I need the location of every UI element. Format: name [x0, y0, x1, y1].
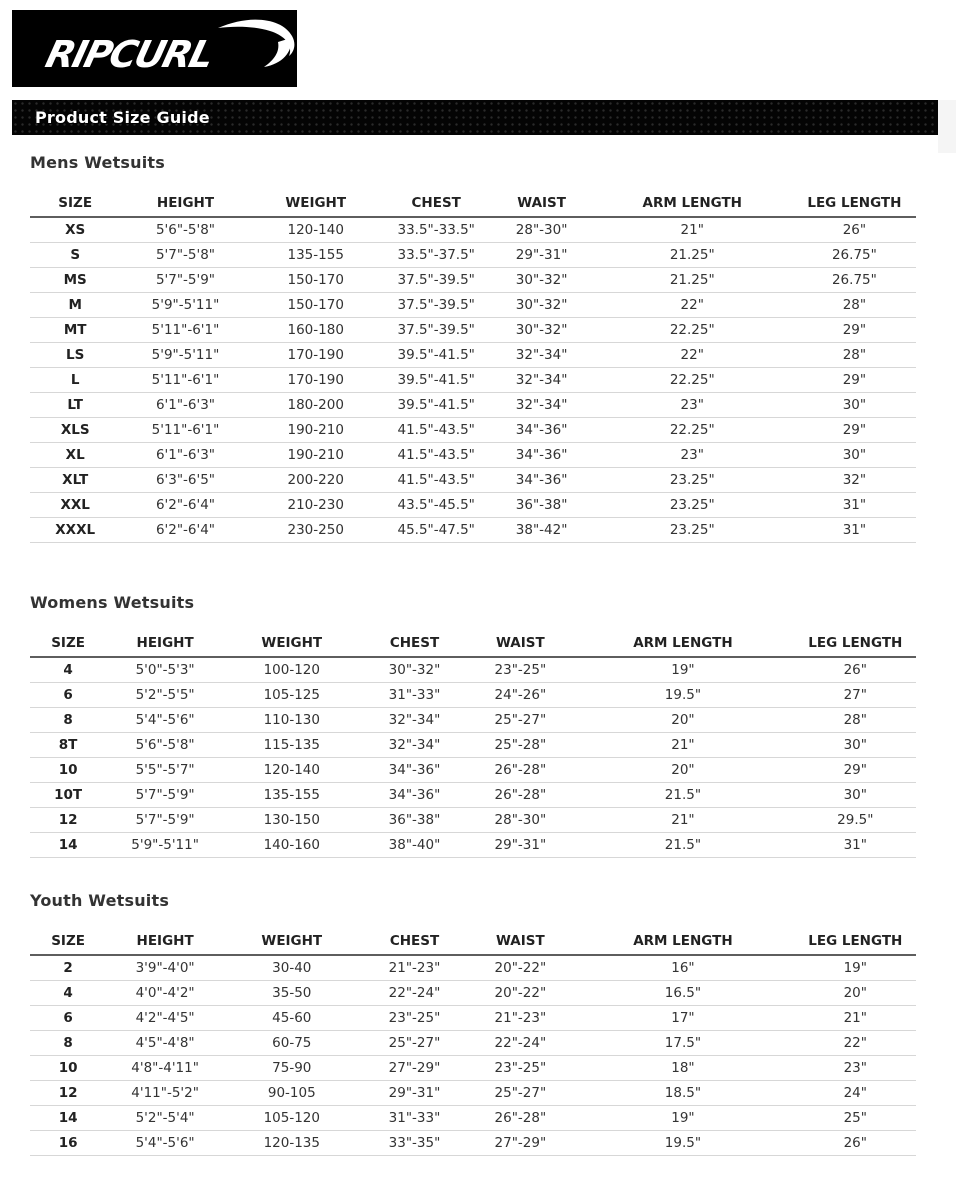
table-cell: 4: [30, 981, 106, 1006]
table-cell: 17.5": [571, 1031, 794, 1056]
table-cell: 10: [30, 758, 106, 783]
table-row: [30, 468, 916, 493]
table-cell: 4'11"-5'2": [106, 1081, 224, 1106]
table-cell: 26"-28": [469, 783, 571, 808]
youth-table-header-row: [30, 929, 916, 955]
table-cell: 22"-24": [469, 1031, 571, 1056]
table-row: [30, 368, 916, 393]
section-heading-youth: Youth Wetsuits: [30, 891, 170, 910]
table-cell: 12: [30, 1081, 106, 1106]
table-cell: 170-190: [251, 343, 381, 368]
table-cell: 6'1"-6'3": [120, 393, 250, 418]
table-row: [30, 243, 916, 268]
table-cell: 28": [793, 343, 916, 368]
table-cell: 160-180: [251, 318, 381, 343]
column-header: CHEST: [381, 191, 492, 217]
column-header: WAIST: [469, 929, 571, 955]
table-cell: 30-40: [224, 955, 360, 981]
section-womens-wetsuits: [30, 593, 916, 858]
table-cell: 19": [571, 657, 794, 683]
table-cell: 30": [795, 733, 916, 758]
table-cell: 5'2"-5'5": [106, 683, 224, 708]
table-cell: 34"-36": [492, 443, 592, 468]
table-cell: 26": [795, 1131, 916, 1156]
table-row: [30, 1056, 916, 1081]
table-cell: 32"-34": [492, 343, 592, 368]
table-cell: 26": [793, 217, 916, 243]
table-cell: 26.75": [793, 243, 916, 268]
table-cell: 34"-36": [360, 783, 470, 808]
table-cell: 41.5"-43.5": [381, 418, 492, 443]
table-cell: 45.5"-47.5": [381, 518, 492, 543]
table-cell: 29": [793, 368, 916, 393]
table-cell: 23": [592, 393, 793, 418]
section-heading-mens: Mens Wetsuits: [30, 153, 166, 172]
table-cell: 21"-23": [360, 955, 470, 981]
table-cell: 6'1"-6'3": [120, 443, 250, 468]
table-cell: 140-160: [224, 833, 360, 858]
table-row: [30, 343, 916, 368]
table-cell: 105-125: [224, 683, 360, 708]
table-cell: 2: [30, 955, 106, 981]
table-cell: 41.5"-43.5": [381, 443, 492, 468]
table-cell: 135-155: [224, 783, 360, 808]
table-cell: 22": [592, 293, 793, 318]
table-cell: 25": [795, 1106, 916, 1131]
table-cell: XLS: [30, 418, 120, 443]
table-cell: 180-200: [251, 393, 381, 418]
table-cell: 23.25": [592, 518, 793, 543]
table-row: [30, 683, 916, 708]
table-cell: 4'5"-4'8": [106, 1031, 224, 1056]
table-row: [30, 293, 916, 318]
table-cell: 28"-30": [492, 217, 592, 243]
table-cell: 230-250: [251, 518, 381, 543]
page-title: Product Size Guide: [35, 108, 210, 127]
table-cell: 22": [592, 343, 793, 368]
womens-table-header-row: [30, 631, 916, 657]
table-cell: 26"-28": [469, 758, 571, 783]
table-cell: 33"-35": [360, 1131, 470, 1156]
column-header: ARM LENGTH: [592, 191, 793, 217]
table-cell: 29"-31": [492, 243, 592, 268]
table-cell: 30": [793, 393, 916, 418]
table-cell: 32"-34": [360, 733, 470, 758]
table-cell: 21": [571, 733, 794, 758]
table-cell: 31"-33": [360, 1106, 470, 1131]
table-cell: 37.5"-39.5": [381, 268, 492, 293]
table-cell: XS: [30, 217, 120, 243]
table-cell: 200-220: [251, 468, 381, 493]
table-cell: 39.5"-41.5": [381, 368, 492, 393]
table-cell: 29"-31": [469, 833, 571, 858]
table-cell: 135-155: [251, 243, 381, 268]
table-cell: 110-130: [224, 708, 360, 733]
table-cell: 24": [795, 1081, 916, 1106]
ripcurl-logo: [12, 10, 297, 87]
table-cell: 60-75: [224, 1031, 360, 1056]
table-cell: 21"-23": [469, 1006, 571, 1031]
table-cell: 21": [795, 1006, 916, 1031]
table-cell: 6: [30, 683, 106, 708]
table-cell: 5'0"-5'3": [106, 657, 224, 683]
table-cell: 6'2"-6'4": [120, 493, 250, 518]
table-cell: 12: [30, 808, 106, 833]
table-cell: 23.25": [592, 468, 793, 493]
table-row: [30, 318, 916, 343]
mens-table-header-row: [30, 191, 916, 217]
table-cell: 21.25": [592, 243, 793, 268]
table-cell: 32"-34": [492, 393, 592, 418]
table-cell: S: [30, 243, 120, 268]
table-cell: 29": [793, 418, 916, 443]
table-cell: 8T: [30, 733, 106, 758]
table-cell: 90-105: [224, 1081, 360, 1106]
ripcurl-logo-text: RIPCURL: [41, 32, 217, 76]
table-cell: 30"-32": [492, 293, 592, 318]
table-cell: 34"-36": [360, 758, 470, 783]
table-cell: 31": [795, 833, 916, 858]
table-cell: 21": [571, 808, 794, 833]
table-cell: 25"-27": [469, 708, 571, 733]
table-cell: 27"-29": [360, 1056, 470, 1081]
table-cell: 32"-34": [360, 708, 470, 733]
table-cell: 75-90: [224, 1056, 360, 1081]
table-cell: 3'9"-4'0": [106, 955, 224, 981]
table-cell: 26": [795, 657, 916, 683]
table-cell: M: [30, 293, 120, 318]
table-cell: 31": [793, 518, 916, 543]
table-cell: 38"-40": [360, 833, 470, 858]
table-cell: 5'4"-5'6": [106, 1131, 224, 1156]
table-row: [30, 783, 916, 808]
table-cell: 34"-36": [492, 418, 592, 443]
table-cell: 5'6"-5'8": [120, 217, 250, 243]
column-header: LEG LENGTH: [795, 929, 916, 955]
table-row: [30, 955, 916, 981]
womens-size-table: [30, 631, 916, 858]
column-header: HEIGHT: [120, 191, 250, 217]
table-cell: 170-190: [251, 368, 381, 393]
table-row: [30, 268, 916, 293]
table-cell: LS: [30, 343, 120, 368]
table-cell: 5'5"-5'7": [106, 758, 224, 783]
table-cell: 30": [795, 783, 916, 808]
table-cell: 23"-25": [469, 1056, 571, 1081]
column-header: HEIGHT: [106, 631, 224, 657]
column-header: SIZE: [30, 631, 106, 657]
table-cell: 22"-24": [360, 981, 470, 1006]
table-cell: 19.5": [571, 1131, 794, 1156]
table-cell: 30": [793, 443, 916, 468]
table-cell: 5'6"-5'8": [106, 733, 224, 758]
table-cell: LT: [30, 393, 120, 418]
table-cell: 5'9"-5'11": [120, 293, 250, 318]
column-header: WEIGHT: [224, 929, 360, 955]
table-cell: 14: [30, 833, 106, 858]
table-cell: 28": [793, 293, 916, 318]
table-cell: 210-230: [251, 493, 381, 518]
table-cell: 41.5"-43.5": [381, 468, 492, 493]
table-cell: 31": [793, 493, 916, 518]
table-cell: 120-140: [251, 217, 381, 243]
table-row: [30, 1006, 916, 1031]
table-cell: 36"-38": [492, 493, 592, 518]
table-cell: 20": [571, 758, 794, 783]
column-header: CHEST: [360, 631, 470, 657]
table-cell: 35-50: [224, 981, 360, 1006]
table-row: [30, 808, 916, 833]
table-cell: 29.5": [795, 808, 916, 833]
table-row: [30, 733, 916, 758]
womens-table-body: [30, 657, 916, 858]
table-cell: MS: [30, 268, 120, 293]
table-cell: 5'7"-5'9": [120, 268, 250, 293]
table-cell: 5'9"-5'11": [120, 343, 250, 368]
table-row: [30, 393, 916, 418]
table-cell: 5'7"-5'9": [106, 808, 224, 833]
column-header: WAIST: [492, 191, 592, 217]
table-cell: 14: [30, 1106, 106, 1131]
table-cell: 5'11"-6'1": [120, 318, 250, 343]
table-cell: 20"-22": [469, 955, 571, 981]
table-cell: XLT: [30, 468, 120, 493]
table-cell: 27": [795, 683, 916, 708]
section-mens-wetsuits: [30, 153, 916, 543]
table-cell: 45-60: [224, 1006, 360, 1031]
table-cell: 16: [30, 1131, 106, 1156]
table-row: [30, 518, 916, 543]
table-cell: 24"-26": [469, 683, 571, 708]
mens-size-table: [30, 191, 916, 543]
table-cell: 10T: [30, 783, 106, 808]
table-cell: 5'7"-5'8": [120, 243, 250, 268]
table-cell: 29": [795, 758, 916, 783]
table-cell: 23"-25": [469, 657, 571, 683]
table-cell: 4: [30, 657, 106, 683]
table-row: [30, 981, 916, 1006]
table-row: [30, 217, 916, 243]
table-cell: 33.5"-33.5": [381, 217, 492, 243]
table-cell: 38"-42": [492, 518, 592, 543]
table-cell: MT: [30, 318, 120, 343]
table-row: [30, 1031, 916, 1056]
table-cell: 28": [795, 708, 916, 733]
table-cell: 23"-25": [360, 1006, 470, 1031]
table-cell: 36"-38": [360, 808, 470, 833]
table-cell: 32"-34": [492, 368, 592, 393]
table-cell: 5'9"-5'11": [106, 833, 224, 858]
table-cell: 27"-29": [469, 1131, 571, 1156]
table-cell: 29": [793, 318, 916, 343]
table-row: [30, 833, 916, 858]
table-cell: 30"-32": [492, 318, 592, 343]
table-cell: 21.5": [571, 833, 794, 858]
table-row: [30, 1081, 916, 1106]
column-header: ARM LENGTH: [571, 631, 794, 657]
table-cell: 39.5"-41.5": [381, 343, 492, 368]
table-cell: L: [30, 368, 120, 393]
table-row: [30, 1131, 916, 1156]
table-row: [30, 657, 916, 683]
table-cell: 5'4"-5'6": [106, 708, 224, 733]
table-cell: 115-135: [224, 733, 360, 758]
table-cell: 33.5"-37.5": [381, 243, 492, 268]
section-heading-womens: Womens Wetsuits: [30, 593, 195, 612]
table-cell: XXXL: [30, 518, 120, 543]
table-cell: 20"-22": [469, 981, 571, 1006]
table-cell: 22.25": [592, 368, 793, 393]
table-cell: 39.5"-41.5": [381, 393, 492, 418]
table-cell: 19.5": [571, 683, 794, 708]
table-cell: 37.5"-39.5": [381, 293, 492, 318]
column-header: SIZE: [30, 191, 120, 217]
table-cell: 5'2"-5'4": [106, 1106, 224, 1131]
table-cell: 190-210: [251, 418, 381, 443]
table-cell: 26"-28": [469, 1106, 571, 1131]
table-cell: 20": [795, 981, 916, 1006]
table-cell: 34"-36": [492, 468, 592, 493]
table-cell: 30"-32": [360, 657, 470, 683]
table-cell: 23": [592, 443, 793, 468]
youth-size-table: [30, 929, 916, 1156]
table-cell: 23": [795, 1056, 916, 1081]
table-cell: 8: [30, 708, 106, 733]
table-cell: 150-170: [251, 268, 381, 293]
table-cell: 100-120: [224, 657, 360, 683]
table-cell: 37.5"-39.5": [381, 318, 492, 343]
table-cell: 16.5": [571, 981, 794, 1006]
column-header: WEIGHT: [251, 191, 381, 217]
table-row: [30, 443, 916, 468]
table-cell: 19": [795, 955, 916, 981]
column-header: HEIGHT: [106, 929, 224, 955]
table-cell: 26.75": [793, 268, 916, 293]
table-cell: 18.5": [571, 1081, 794, 1106]
table-cell: 25"-27": [360, 1031, 470, 1056]
table-cell: 5'11"-6'1": [120, 418, 250, 443]
table-cell: 190-210: [251, 443, 381, 468]
table-cell: 5'11"-6'1": [120, 368, 250, 393]
table-cell: 130-150: [224, 808, 360, 833]
youth-table-body: [30, 955, 916, 1156]
table-row: [30, 418, 916, 443]
mens-table-body: [30, 217, 916, 543]
table-cell: 21.5": [571, 783, 794, 808]
table-row: [30, 758, 916, 783]
section-youth-wetsuits: [30, 891, 916, 1156]
table-cell: 6: [30, 1006, 106, 1031]
table-cell: 29"-31": [360, 1081, 470, 1106]
table-cell: 21.25": [592, 268, 793, 293]
table-cell: 43.5"-45.5": [381, 493, 492, 518]
column-header: ARM LENGTH: [571, 929, 794, 955]
table-cell: 23.25": [592, 493, 793, 518]
table-cell: 6'3"-6'5": [120, 468, 250, 493]
table-cell: 10: [30, 1056, 106, 1081]
table-cell: 150-170: [251, 293, 381, 318]
table-cell: 22": [795, 1031, 916, 1056]
table-cell: 105-120: [224, 1106, 360, 1131]
table-cell: 28"-30": [469, 808, 571, 833]
table-cell: 22.25": [592, 318, 793, 343]
table-cell: 25"-27": [469, 1081, 571, 1106]
table-cell: 4'2"-4'5": [106, 1006, 224, 1031]
column-header: WAIST: [469, 631, 571, 657]
table-cell: 4'8"-4'11": [106, 1056, 224, 1081]
column-header: LEG LENGTH: [795, 631, 916, 657]
table-cell: 4'0"-4'2": [106, 981, 224, 1006]
table-cell: 21": [592, 217, 793, 243]
table-cell: 8: [30, 1031, 106, 1056]
table-cell: 19": [571, 1106, 794, 1131]
table-cell: 18": [571, 1056, 794, 1081]
table-cell: 32": [793, 468, 916, 493]
table-cell: 5'7"-5'9": [106, 783, 224, 808]
page-title-bar: [12, 100, 938, 135]
column-header: SIZE: [30, 929, 106, 955]
table-cell: 16": [571, 955, 794, 981]
column-header: LEG LENGTH: [793, 191, 916, 217]
table-row: [30, 493, 916, 518]
column-header: WEIGHT: [224, 631, 360, 657]
scrollbar-track[interactable]: [938, 100, 956, 153]
table-cell: 120-140: [224, 758, 360, 783]
table-row: [30, 708, 916, 733]
table-cell: 17": [571, 1006, 794, 1031]
table-cell: 25"-28": [469, 733, 571, 758]
table-row: [30, 1106, 916, 1131]
table-cell: 30"-32": [492, 268, 592, 293]
table-cell: XXL: [30, 493, 120, 518]
table-cell: 120-135: [224, 1131, 360, 1156]
column-header: CHEST: [360, 929, 470, 955]
table-cell: 20": [571, 708, 794, 733]
table-cell: 22.25": [592, 418, 793, 443]
ripcurl-logo-graphic: [12, 10, 297, 87]
table-cell: XL: [30, 443, 120, 468]
table-cell: 31"-33": [360, 683, 470, 708]
table-cell: 6'2"-6'4": [120, 518, 250, 543]
